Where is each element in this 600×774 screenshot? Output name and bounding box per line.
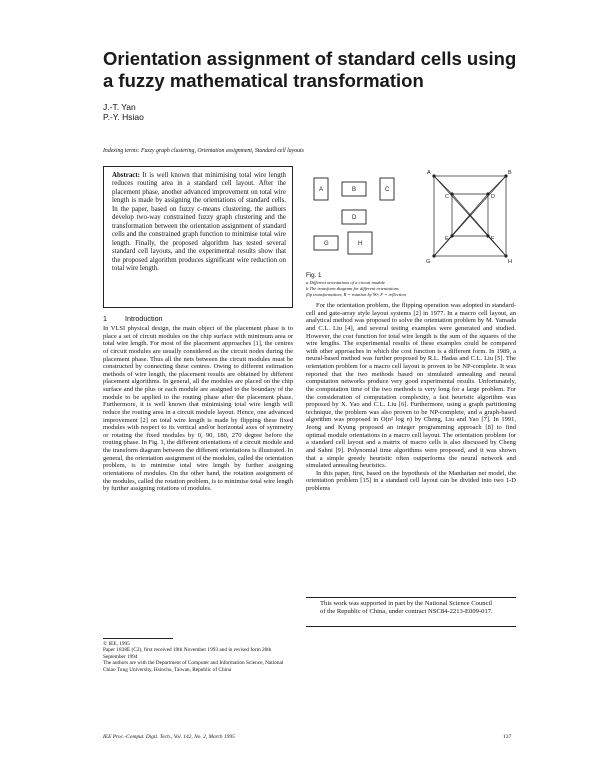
intro-right-paragraph: For the orientation problem, the flipping operation was adopted in standard-cell and gate-array style layout systems [2] in 1977. In a macro cell layout, an analytical method was proposed to solve the orientation problem by M. Yamada and C.L. Liu [4], and several testing examples were generated and studied. However, the cost function for total wire length is the sum of the squares of the wire lengths. The experimental results of these examples could be compared with other approaches in which the cost function is a different form. In 1989, a neural-based method was further proposed by R.L. Hadas and C.L. Liu [5]. The orientation problem for a macro cell layout is proven to be NP-complete. It was reported that the two methods based on simulated annealing and neural computation networks produce very good experimental results. Unfortunately, the computation time of the two methods is very long for a large problem. For the consideration of computation complexity, a fast heuristic algorithm was proposed by X. Yao and C.L. Liu [6]. Furthermore, using a graph partitioning technique, the problem was also proven to be NP-complete, and a graph-based algorithm was proposed in O(n² log n) by Cheng, Liu and Yao [7]. In 1991, Jeong and Kyung proposed an integer programming approach [8] to find optimal module orientations in a macro cell layout. The orientation problem for a standard cell layout and a matrix of macro cells is also discussed by Cheng and Sahni [9]. Polynomial time algorithms were proposed, and it was shown that a simple greedy heuristic often outperforms the neural network and simulated annealing heuristics.	[306, 302, 516, 470]
section-number: 1	[103, 314, 107, 323]
diagram-edge	[488, 176, 506, 194]
module-label-b: B	[352, 187, 357, 193]
figure-caption	[306, 280, 516, 298]
abstract-label: Abstract:	[112, 172, 140, 179]
node-label-f: F	[491, 236, 495, 242]
node-label-a: A	[427, 170, 431, 176]
footnote-text: © IEE, 1995 Paper 1838E (C2), first received 19th November 1993 and in revised form 20th September 1994 The authors are with the Department of Computer and Information Science, National Chiao Tung University, Hsinchu, Taiwan, Republic of China	[103, 641, 284, 673]
node-label-g: G	[426, 259, 431, 265]
diagram-node	[486, 234, 489, 237]
diagram-node	[450, 234, 453, 237]
node-label-h: H	[508, 259, 512, 265]
node-label-e: E	[445, 236, 449, 242]
journal-footer: IEE Proc.-Comput. Digit. Tech., Vol. 142, No. 2, March 1995	[103, 734, 235, 740]
module-label-d: D	[352, 215, 357, 221]
footnote-rule	[103, 638, 173, 639]
intro-left-column: In VLSI physical design, the main object of the placement phase is to place a set of circuit modules on the chip surface with minimum area or total wire length. For most of the placement approaches [1], the centres of circuit modules are usually considered as the circuit nodes during the placement phase. Thus all the nets between the circuit modules must be constructed by connecting these centres. Owing to different estimation methods of wire length, the placement results are obtained by different placement algorithms. In general, all the modules are placed on the chip surface and the plus or each module are assigned to the boundary of the module to be applied to the routing phase after the placement phase. Furthermore, it is well known that minimising total wire length will reduce the routing area in a circuit module layout. Hence, one advanced improvement [2] on total wire length is made by flipping these fixed modules with respect to its vertical and/or horizontal axes of symmetry or rotating the fixed modules by 0, 90, 180, 270 degree before the routing phase. In Fig. 1, the different orientations of a circuit module and the transform diagram between the different orientations is illustrated. In general, the orientation assignment of the modules, called the orientation problem, is to minimise total wire length by further assigning orientations of modules. On the other hand, the rotation assignment of the modules, called the rotation problem, is to minimise total wire length by further assigning rotations of modules.	[103, 325, 293, 493]
funding-note: This work was supported in part by the National Science Council of the Republic of China, under contract NSC84-2213-E009-017.	[320, 600, 493, 615]
index-terms: Indexing terms: Fuzzy graph clustering, Orientation assignment, Standard cell layouts	[103, 148, 304, 154]
support-rule-bottom	[306, 626, 516, 627]
module-label-c: C	[385, 187, 390, 193]
author: P.-Y. Hsiao	[103, 112, 144, 122]
module-label-h: H	[358, 241, 363, 247]
diagram-node	[432, 174, 435, 177]
abstract-text	[112, 172, 286, 273]
node-label-c: C	[445, 194, 449, 200]
diagram-node	[486, 192, 489, 195]
figure-caption-line: a Different orientations of a circuit module	[306, 280, 386, 285]
page-number: 137	[503, 734, 512, 740]
footnote	[103, 641, 293, 673]
figure-caption-title: Fig. 1	[306, 272, 322, 279]
figure-svg	[306, 164, 518, 270]
transform-diagram	[434, 176, 506, 256]
abstract-body: It is well known that minimising total wire length reduces routing area in a standard cell layout. After the placement phase, another advanced improvement on total wire length is made by assigning the orientations of standard cells. In the paper, based on fuzzy c-means clustering, the authors develop two-way constrained fuzzy graph clustering and the transformation between the orientation assignment of standard cells and the constrained graph function to minimise total wire length. Finally, the proposed algorithm has tested several standard cell layouts, and the experimental results show that the proposed algorithm produces significant wire reduction on total wire length.	[112, 172, 286, 272]
module-label-a: A	[319, 187, 324, 193]
intro-right-column	[306, 302, 516, 493]
author: J.-T. Yan	[103, 102, 136, 112]
support-rule-top	[306, 597, 516, 598]
author-list	[103, 102, 144, 122]
diagram-edge	[452, 194, 506, 256]
figure-caption-line: b The transform diagram for different orientations	[306, 286, 399, 291]
diagram-edge	[434, 176, 452, 194]
section-title: Introduction	[125, 314, 163, 323]
diagram-node	[432, 254, 435, 257]
abstract-box	[103, 166, 293, 308]
paper-title: Orientation assignment of standard cells using a fuzzy mathematical transformation	[103, 48, 517, 91]
node-label-b: B	[508, 170, 512, 176]
module-label-g: G	[324, 241, 329, 247]
figure-caption-line: flip transformation; R = rotation by 90; F = reflection	[306, 292, 406, 297]
node-label-d: D	[491, 194, 495, 200]
intro-right-paragraph-2: In this paper, first, based on the hypothesis of the Manhattan net model, the orientation problem [15] in a standard cell layout can be divided into two 1-D problems	[306, 469, 516, 492]
diagram-node	[450, 192, 453, 195]
figure-1	[306, 164, 518, 270]
section-heading	[103, 314, 163, 323]
diagram-edge	[434, 194, 488, 256]
diagram-node	[504, 254, 507, 257]
